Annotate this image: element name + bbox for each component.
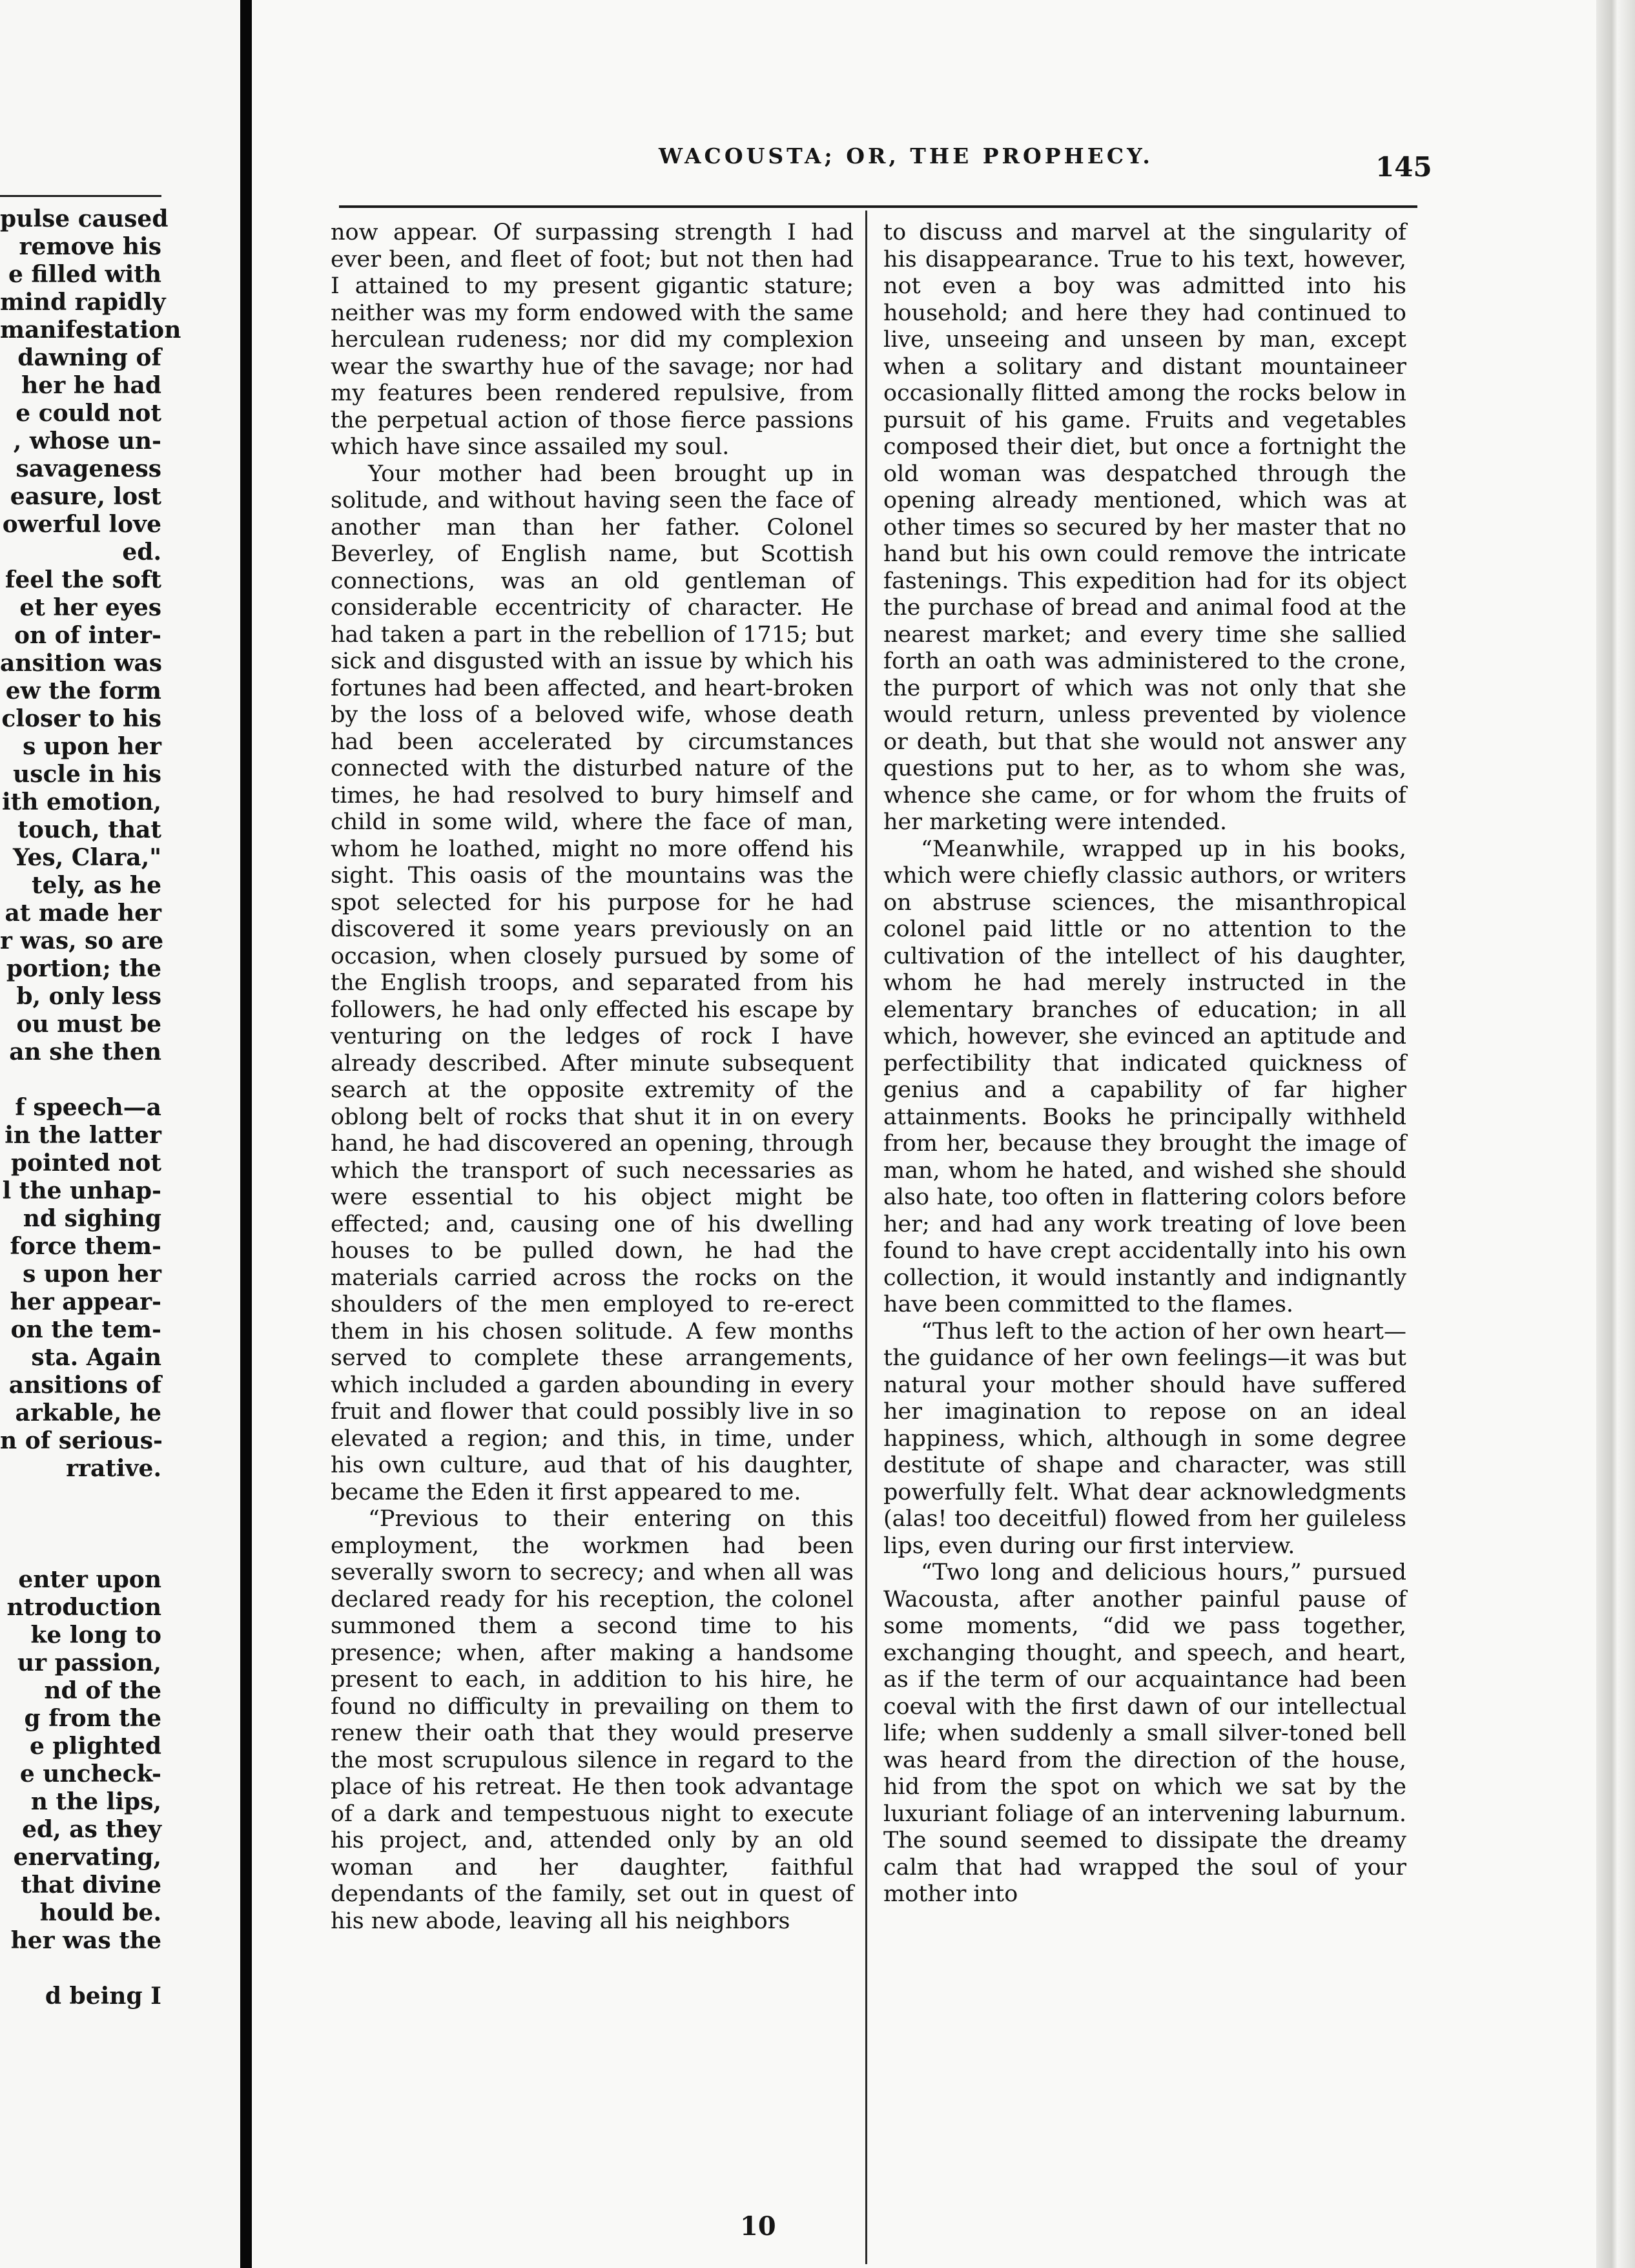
text-line: g from the (24, 1705, 161, 1732)
text-line: s upon her (23, 733, 161, 760)
text-line: owerful love (2, 511, 161, 538)
text-line: Yes, Clara," (12, 844, 161, 871)
text-line: nd of the (44, 1677, 161, 1704)
text-line: enter upon (18, 1566, 161, 1593)
text-line: in the latter (5, 1122, 161, 1149)
text-line: feel the soft (5, 566, 161, 593)
paragraph: now appear. Of surpassing strength I had ever been, and fleet of foot; but not then had I attained to my present gigantic stature; neither was my form endowed with the same herculean rudeness; nor did my complexion wear the swarthy hue of the savage; nor had my features been rendered repulsive, from the perpetual action of those fierce passions which have since assailed my soul. (331, 220, 854, 460)
text-line: on the tem- (10, 1316, 161, 1343)
paragraph: “Meanwhile, wrapped up in his books, which were chiefly classic authors, or writers on abstruse sciences, the misanthropical colonel paid little or no attention to the cultivation of the intellect of his daughter, whom he had merely instructed in the elementary branches of education; in all which, however, she evinced an aptitude and perfectibility that indicated quickness of genius and a capability of far higher attainments. Books he principally withheld from her, because they brought the image of man, whom he hated, and wished she should also hate, too often in flattering colors before her; and had any work treating of love been found to have crept accidentally into his own collection, it would instantly and indignantly have been committed to the flames. (883, 836, 1406, 1317)
text-line: portion; the (6, 955, 161, 982)
text-line: r was, so are (0, 927, 164, 954)
text-line: ke long to (30, 1622, 161, 1649)
facing-page-left (0, 0, 240, 2268)
paragraph: to discuss and marvel at the singularity of his disappearance. True to his text, however, not even a boy was admitted into his household; and here they had continued to live, unseeing and unseen by man, except when a solitary and distant mountaineer occasionally flitted among the rocks below in pursuit of his game. Fruits and vegetables composed their diet, but once a fortnight the old woman was despatched through the opening already mentioned, which was at other times so secured by her master that no hand but his own could remove the intricate fastenings. This expedition had for its object the purchase of bread and animal food at the nearest market; and every time she sallied forth an oath was administered to the crone, the purport of which was not only that she would return, unless prevented by violence or death, but that she would not answer any questions put to her, as to whom she was, whence she came, or for whom the fruits of her marketing were intended. (883, 220, 1406, 835)
text-line (0, 1066, 161, 1094)
text-line: enervating, (13, 1844, 161, 1871)
text-line: that divine (21, 1871, 161, 1899)
text-line: on of inter- (14, 622, 161, 649)
text-line: uscle in his (13, 761, 161, 788)
text-line: her was the (10, 1927, 161, 1954)
text-line: ew the form (5, 677, 161, 705)
text-line: force them- (10, 1233, 161, 1260)
book-gutter (240, 0, 252, 2268)
text-line: sta. Again (31, 1344, 161, 1371)
text-line: pulse caused (0, 205, 169, 232)
paragraph: “Thus left to the action of her own heart—the guidance of her own feelings—it was but natural your mother should have suffered her imagination to repose on an ideal happiness, which, although in some degree destitute of shape and character, was still powerfully felt. What dear acknowledgments (alas! too deceitful) flowed from her guileless lips, even during our first interview. (883, 1318, 1406, 1559)
text-line: pointed not (10, 1149, 161, 1177)
text-line: e uncheck- (19, 1760, 161, 1788)
text-line: n of serious- (0, 1427, 163, 1454)
text-line: e filled with (8, 261, 161, 288)
running-title: WACOUSTA; OR, THE PROPHECY. (659, 143, 1153, 169)
page-edge (1596, 0, 1635, 2268)
column-rule (865, 211, 867, 2264)
left-page-text-fragment (0, 205, 181, 2010)
text-line: easure, lost (10, 483, 161, 510)
text-line: b, only less (16, 983, 161, 1010)
text-line: , whose un- (13, 428, 161, 455)
text-line: an she then (9, 1038, 161, 1066)
text-line: manifestation (0, 316, 181, 344)
text-line: savageness (15, 455, 161, 482)
text-line: remove his (19, 233, 161, 260)
text-line: ou must be (16, 1011, 161, 1038)
text-line: mind rapidly (0, 289, 166, 316)
text-line (0, 1510, 161, 1538)
text-line: ed. (122, 539, 161, 566)
text-line: ntroduction (6, 1594, 161, 1621)
text-line: e could not (15, 400, 161, 427)
text-line: n the lips, (30, 1788, 161, 1815)
text-line: s upon her (23, 1261, 161, 1288)
paragraph: Your mother had been brought up in solitude, and without having seen the face of another man than her father. Colonel Beverley, of English name, but Scottish connections, was an old gentleman of considerable eccentricity of character. He had taken a part in the rebellion of 1715; but sick and disgusted with an issue by which his fortunes had been affected, and heart-broken by the loss of a beloved wife, whose death had been accelerated by circumstances connected with the disturbed nature of the times, he had resolved to bury himself and child in some wild, where the face of man, whom he loathed, might no more offend his sight. This oasis of the mountains was the spot selected for his purpose for he had discovered it some years previously on an occasion, when closely pursued by some of the English troops, and separated from his followers, he had only effected his escape by venturing on the ledges of rock I have already described. After minute subsequent search at the opposite extremity of the oblong belt of rocks that shut it in on every hand, he had discovered an opening, through which the transport of such necessaries as were essential to his object might be effected; and, causing one of his dwelling houses to be pulled down, he had the materials carried across the rocks on the shoulders of the men employed to re-erect them in his chosen solitude. A few months served to complete these arrangements, which included a garden abounding in every fruit and flower that could possibly live in so elevated a region; and this, in time, under his own culture, aud that of his daughter, became the Eden it first appeared to me. (331, 460, 854, 1505)
text-line (0, 1538, 161, 1566)
text-line: ith emotion, (1, 789, 161, 816)
text-line: l the unhap- (2, 1177, 161, 1204)
text-line: f speech—a (15, 1094, 161, 1121)
text-line: hould be. (39, 1899, 161, 1926)
text-line: her he had (21, 372, 161, 399)
left-page-rule (0, 195, 161, 197)
text-column-left (331, 220, 854, 1935)
text-line: nd sighing (23, 1205, 161, 1232)
text-line: closer to his (1, 705, 161, 732)
text-line (0, 1483, 161, 1510)
paragraph: “Two long and delicious hours,” pursued Wacousta, after another painful pause of some moments, “did we pass together, exchanging thought, and speech, and heart, as if the term of our acquaintance had been coeval with the first dawn of our intellectual life; when suddenly a small silver-toned bell was heard from the direction of the house, hid from the spot on which we sat by the luxuriant foliage of an intervening laburnum. The sound seemed to dissipate the dreamy calm that had wrapped the soul of your mother into (883, 1560, 1406, 1907)
text-line: at made her (5, 900, 161, 927)
signature-mark: 10 (740, 2211, 776, 2242)
text-line (0, 1955, 161, 1983)
header-rule (339, 205, 1417, 208)
text-line: et her eyes (19, 594, 161, 621)
text-line: ansition was (0, 650, 163, 677)
text-line: ed, as they (22, 1816, 161, 1843)
text-line: e plighted (29, 1733, 161, 1760)
text-line: arkable, he (15, 1399, 161, 1427)
paragraph: “Previous to their entering on this employment, the workmen had been severally sworn to secrecy; and when all was declared ready for his reception, the colonel summoned them a second time to his presence; when, after making a handsome present to each, in addition to his hire, he found no difficulty in prevailing on them to renew their oath that they would preserve the most scrupulous silence in regard to the place of his retreat. He then took advantage of a dark and tempestuous night to execute his project, and, attended only by an old woman and her daughter, faithful dependants of the family, set out in quest of his new abode, leaving all his neighbors (331, 1506, 854, 1934)
text-line: rrative. (66, 1455, 161, 1482)
text-column-right (883, 220, 1406, 1908)
page-number: 145 (1375, 151, 1432, 183)
text-line: d being I (45, 1983, 161, 2010)
text-line: her appear- (10, 1288, 161, 1315)
text-line: dawning of (17, 344, 161, 371)
text-line: touch, that (17, 816, 161, 843)
text-line: ansitions of (8, 1372, 161, 1399)
text-line: tely, as he (32, 872, 161, 899)
text-line: ur passion, (17, 1649, 161, 1676)
